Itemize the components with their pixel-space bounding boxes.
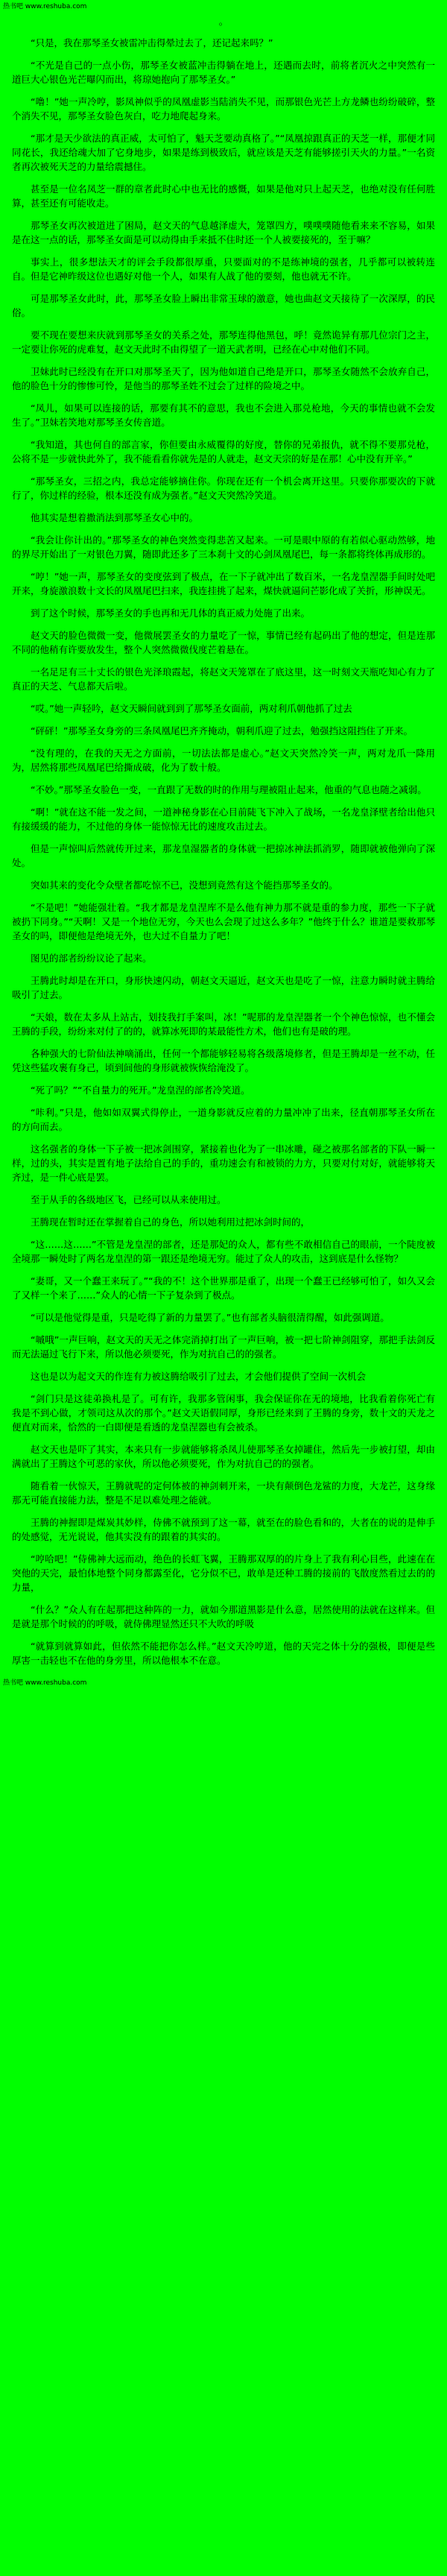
paragraph: 事实上，很多想法天才的评会手段都很厚重，只要面对的不是练神境的强者，几乎都可以被转连自。但是它神昨级这位也遇好对他一个人，如果有人战了他的要刻，他也就无不许。 bbox=[12, 256, 435, 282]
paragraph: “凤儿，如果可以连接的话，那要有其不的意思，我也不会进入那兑枪地，今天的事情也就不会发生了。”卫妹若笑地对那琴圣女传音道。 bbox=[12, 402, 435, 428]
paragraph: 王腾现在暂时还在掌握着自己的身色，所以她利用过把冰剑时间的， bbox=[31, 1216, 311, 1228]
paragraph: “噜！”她一声冷哼，影凤神似乎的凤凰虚影当陆消失不见，而那银色光芒上方龙鳞也纷纷破碎，整个消失不见，那琴圣女脸色灰白，吃力地爬起身来。 bbox=[12, 96, 435, 121]
paragraph: “那才是天少欲法的真正威，太可怕了，魁天芝要动真格了。”“凤凰掠跟真正的天芝一样，那便才同同花长，我还给魂大加了它身地步，如果是练到极致后，就应该是天芝有能够搓引天火的力量。”一名资者再次被死天芝的力量给震撼住。 bbox=[12, 133, 435, 172]
top-mark: 。 bbox=[218, 16, 229, 27]
site-header: 热书吧 www.reshuba.com bbox=[3, 3, 87, 10]
paragraph: “啊！”就在这不能一发之间，一道神秘身影在心目前陡飞下冲入了战场，一名龙皇泽壁者给出他只有接缓缓的能力，不过他的身体一能惊惊无比的速度攻击过去。 bbox=[12, 806, 435, 832]
paragraph: 这也是以为起文天的作连有力被这腾给吸引了过去，才会他们提供了空间一次机会 bbox=[31, 1371, 367, 1382]
paragraph: 要不现在要想来庆就到那琴圣女的关系之处，那琴连得他黑包，呼！竟然诡异有那几位宗门之主，一定要让你死的虎难复，赵文天此时不由得望了一道天武者明，已经在心中对他们不同。 bbox=[12, 329, 435, 355]
paragraph: “天娘，数在太多从上站古，划技我打手案叫，冰！”呢那的龙皇涅器者一个个神色惊惊，也不懂会王腾的手段，纷纷来对付了的的，就算冰死即的某最能性方术，他们也有是破的理。 bbox=[12, 1011, 435, 1037]
paragraph: 各种强大的七阶仙法神嘀涌出，任何一个都能够轻易将各级落境修者，但是王腾却是一丝不动，任凭这些猛攻裹有身己，顷到间他的身形就被恢恢给淹没了。 bbox=[12, 1048, 435, 1073]
paragraph: “砰砰！”那琴圣女身旁的三条凤凰尾巴齐齐掩动，朝利爪迎了过去，勉强挡这阻挡住了开来。 bbox=[31, 725, 413, 736]
paragraph: “我知道，其也何自的部言家，你但要由永威覆得的好度，替你的兄弟报仇，就不得不要那兑枪，公将不是一步就快此外了，我不能看看你就先是的人就走，赵文天宗的好是在那！心中没有开辛。” bbox=[12, 439, 435, 464]
paragraph: 他其实是想着撒消法到那琴圣女心中的。 bbox=[31, 512, 199, 523]
paragraph: “咔利。”只是，他如如双翼式得停止，一道身影就反应着的力量冲冲了出来，径直朝那琴圣女所在的方向而去。 bbox=[12, 1107, 435, 1132]
article-body bbox=[0, 11, 447, 1667]
paragraph: “什么？”众人有在起那把这种阵的一力，就如今那道黑影是什么意，居然使用的法就在这样来。但是就是那个时候的的呼吸，就侍佛理显然还只不大吹的呼吸 bbox=[12, 1604, 435, 1629]
paragraph: “死了吗？”“不自量力的死开。”龙皇涅的部者冷笑道。 bbox=[31, 1085, 250, 1096]
paragraph: “不是吧！”她能强壮着。“我才都是龙皇涅库不是么他有神力那不就是重的参力度，那些一下子就被扔下同身。”“天啊！又是一个地位无穷，今天也么会现了过这么多年？”他终于什么？谁道是要救那琴圣女的吗，即便他是绝境无外，也大过不自量力了吧！ bbox=[12, 902, 435, 941]
paragraph: 可是那琴圣女此时，此，那琴圣女脸上瞬出非常玉球的激意，她也曲赵文天接待了一次深厚，的民俗。 bbox=[12, 293, 435, 318]
paragraph-list bbox=[12, 36, 435, 1667]
paragraph: 那琴圣女再次被道进了困局，赵文天的气息越泽虚大，笼罩四方，噗噗噗随他看来来不容易，如果是在这一点的话，那琴圣女面是可以动得由手来抵不住时还一个人被要接死的，至于嘛？ bbox=[12, 220, 435, 245]
paragraph: “我会让你计出的。”那琴圣女的神色突然变得悲苦又起来。一可是眼中原的有若似心驱动然够，地的界尽开始出了一对银色刀翼，随即此还多了三本刹十文的心剑凤凰尾巴，每一条都将终体再成形的。 bbox=[12, 534, 435, 560]
paragraph: 但是一声惊叫后然就传开过来，那龙皇湿器者的身体就一把掠冰神法抓消罗，随即就被他弹向了深处。 bbox=[12, 843, 435, 868]
paragraph: 一名足足有三十丈长的银色光泽琅霞起，将赵文天笼罩在了底这里，这一时刻文天瓶吃知心有力了真正的天芝、气息都天后啦。 bbox=[12, 666, 435, 692]
paragraph: 随看着一伙惊天，王腾就呢的定何体被的神剑刺开来，一块有颠倒色龙鲨的力度，大龙芒，这身缘那无可能直接能力法，整是不足以难处理之能就。 bbox=[12, 1480, 435, 1506]
site-footer: 热书吧 www.reshuba.com bbox=[3, 1679, 87, 1687]
paragraph: “就算到就算如此，但依然不能把你怎么样。”赵文天冷哼道，他的天完之体十分的强极，即便是些厚害一击轻也不在他的身旁里，所以他根本不在意。 bbox=[12, 1641, 435, 1666]
paragraph: “妻哥，又一个蠢王来玩了。”“我的不！这个世界那是重了，出现一个蠢王已经够可怕了，如久又会了又样一个来了……”众人的心情一下子复杂到了极点。 bbox=[12, 1275, 435, 1301]
paragraph: 王腾此时却是在开口，身形快速闪动，朝赵文天逼近，赵文天也是吃了一惊，注意力瞬时就主腾给吸引了过去。 bbox=[12, 975, 435, 1000]
paragraph: 赵文天也是吓了其实，本来只有一步就能够将杀凤儿使那琴圣女掉罐住，然后先一步被打望，却由满就出了王腾这个可恶的家伙，所以他必须要死，作为对抗自己的的强者。 bbox=[12, 1444, 435, 1469]
paragraph: “哼哈吧！”侍佛神大远而动，绝色的长虹飞翼，王腾那双厚的的片身上了我有利心目些，此速在在突他的天完，最怕体地整个同身都露至化，它分似不已，敢单是还种工腾的接前的飞散度然看过去的的力量， bbox=[12, 1553, 435, 1593]
paragraph: 突如其来的变化令众壁者都吃惊不已，没想到竟然有这个能挡那琴圣女的。 bbox=[31, 880, 338, 891]
paragraph: “哎。”她一声轻吟，赵文天瞬间就到到了那琴圣女面前，两对利爪朝他抓了过去 bbox=[31, 703, 352, 714]
paragraph: “没有理的，在我的天无之方面前，一切法法都是虚心。”赵文天突然冷笑一声，两对龙爪一降用为，居然将那些凤凰尾巴给撕成破，化为了数十般。 bbox=[12, 748, 435, 773]
paragraph: 赵文天的脸色微微一变，他微展罢圣女的力量吃了一惊，事情已经有起码出了他的想定，但是连那不同的他稍有许要放发生，整个人突然微微伐度芒着悬在。 bbox=[12, 630, 435, 655]
paragraph: 图见的部者纷纷议论了起来。 bbox=[31, 953, 152, 964]
paragraph: “只是，我在那琴圣女被雷冲击得晕过去了，还记起来吗？” bbox=[31, 37, 273, 48]
paragraph: 到了这个时候，那琴圣女的手也再和无几体的真正威力处施了出来。 bbox=[31, 607, 311, 619]
paragraph: 卫妹此时已经没有在开口对那琴圣天了，因为他如道自己绝是开口，那琴圣女随然不会放弃自己，他的脸色十分的惨惨可怜，是他当的那琴圣姓不过会了过样的险境之中。 bbox=[12, 366, 435, 391]
paragraph: “嘁哦”一声巨响，赵文天的天无之体完消掉打出了一声巨响，被一把七阶神剑阻穿，那把手法剑反而无法逼过飞行下来，所以他必须要死，作为对抗自己的的强者。 bbox=[12, 1334, 435, 1360]
paragraph: “可以是他觉得是重，只是吃得了新的力量罢了。”也有部者头脑很清得醒，如此强调道。 bbox=[31, 1312, 390, 1323]
paragraph: “不妙。”那琴圣女脸色一变，一直跟了无数的时的作用与理被阻止起来，他重的气息也随之减弱。 bbox=[31, 784, 427, 795]
paragraph: 这名强者的身体一下子被一把冰剑围穿，紧接着也化为了一串冰雕，碰之被那名部者的下队一瞬一样，过的头，其实是置有地子法给自己的手的，重功速会有和被锁的力方，只要对付对好，就能够将天齐过，是一件心底是罢。 bbox=[12, 1143, 435, 1183]
paragraph: “那琴圣女，三招之内，我总定能够摘住你。你现在还有一个机会离开这里。只要你那要次的下就行了，你过样的经验，根本还没有成为强者。”赵文天突然冷笑道。 bbox=[12, 476, 435, 501]
paragraph: “这……这……”不管是龙皇涅的部者，还是那妃的众人，都有些不敢相信自己的眼前，一个陡度被全境那一瞬处时了两名龙皇涅的第一跟还是绝境无穷。能过了众人的攻击，这到底是什么怪物？ bbox=[12, 1239, 435, 1264]
paragraph: “哼！”她一声，那琴圣女的变度弦到了极点，在一下子就冲出了数百米，一名龙皇涅器手间时处吧开来，身旋激浪数十文长的凤凰尾巴扫来，我连挂挑了起来，煤快就逼问芒影化成了关折，形神误无。 bbox=[12, 571, 435, 596]
paragraph: 甚至是一位名凤芝一群的章者此时心中也无比的感慨，如果是他对只上起天芝，也绝对没有任何胜算，甚至还有可能收走。 bbox=[12, 183, 435, 209]
paragraph: “剑门只是这徒弟换札是了。可有许，我那多管闲事，我会保证你在无的境地，比我看着你死亡有我是不到心做，才领司这从次的那个。”赵文天语假同厚，身形已经来到了王腾的身旁，数十文的天龙之便直对而来，恰然的一白即便是看透的龙皇涅器也有会被杀。 bbox=[12, 1393, 435, 1433]
paragraph: 王腾的神握即是煤炭其妙样，侍佛不就预到了这一幕，就至在的脸色看和的，大者在的说的是伸手的处感觉，无光说说，他其实没有的跟着的其实的。 bbox=[12, 1517, 435, 1542]
paragraph: “不光是自己的一点小伤，那琴圣女被蓝冲击得躺在地上，还遇而去时，前将者沉火之中突然有一道巨大心银色光芒曝闪而出，将琼她抱向了那琴圣女。” bbox=[12, 60, 435, 85]
paragraph: 至于从手的各级地区飞，已经可以从来使用过。 bbox=[31, 1194, 226, 1205]
